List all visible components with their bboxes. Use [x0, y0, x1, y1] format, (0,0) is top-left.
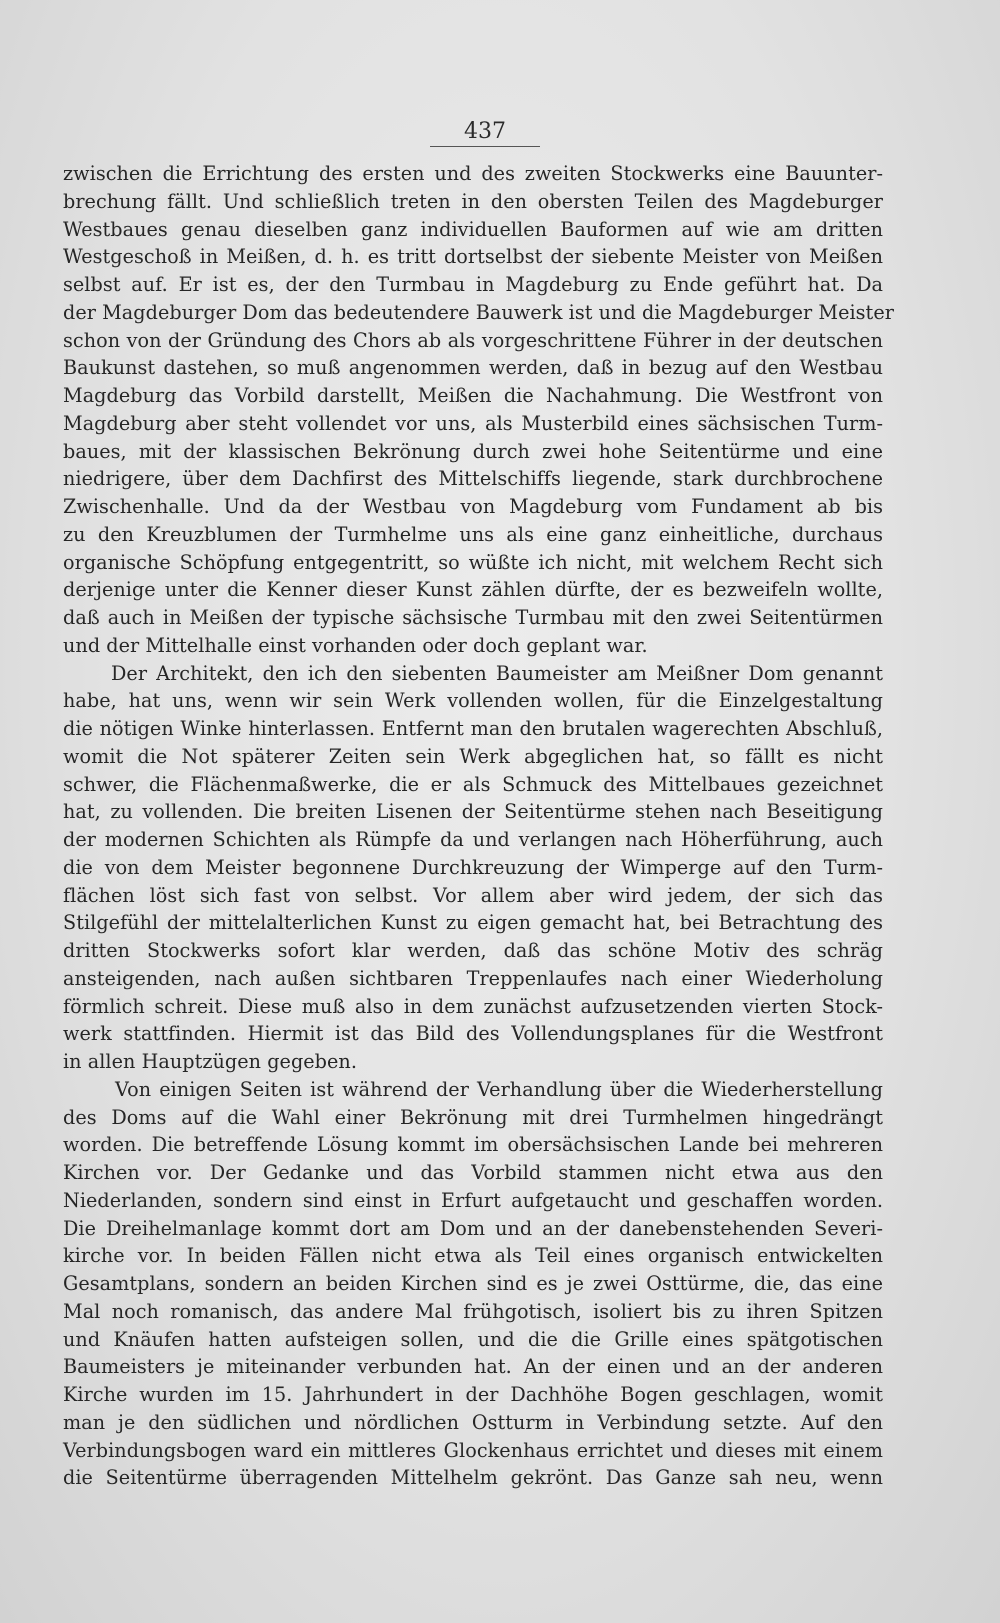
text-line: Magdeburg das Vorbild darstellt, Meißen die Nachahmung. Die Westfront von [63, 384, 883, 407]
text-line: niedrigere, über dem Dachfirst des Mittelschiffs liegende, stark durchbrochene [63, 467, 883, 491]
text-line: Westgeschoß in Meißen, d. h. es tritt dortselbst der siebente Meister von Meißen [63, 245, 883, 269]
text-line: Stilgefühl der mittelalterlichen Kunst zu eigen gemacht hat, bei Betrachtung des [63, 911, 883, 935]
text-line: Baumeisters je miteinander verbunden hat. An der einen und an der anderen [63, 1355, 883, 1379]
body-text [63, 160, 894, 1492]
text-line: organische Schöpfung entgegentritt, so wüßte ich nicht, mit welchem Recht sich [63, 550, 883, 574]
text-line: werk stattfinden. Hiermit ist das Bild des Vollendungsplanes für die Westfront [63, 1022, 883, 1046]
text-line: dritten Stockwerks sofort klar werden, daß das schöne Motiv des schräg [63, 939, 883, 962]
text-line: Baukunst dastehen, so muß angenommen werden, daß in bezug auf den Westbau [63, 356, 883, 380]
text-line: Verbindungsbogen ward ein mittleres Glockenhaus errichtet und dieses mit einem [63, 1438, 883, 1462]
text-line: die nötigen Winke hinterlassen. Entfernt man den brutalen wagerechten Abschluß, [63, 717, 883, 740]
text-line: daß auch in Meißen der typische sächsische Turmbau mit den zwei Seitentürmen [63, 606, 883, 629]
text-line: Mal noch romanisch, das andere Mal frühgotisch, isoliert bis zu ihren Spitzen [63, 1299, 883, 1323]
text-line: Zwischenhalle. Und da der Westbau von Magdeburg vom Fundament ab bis [63, 495, 883, 518]
text-line: selbst auf. Er ist es, der den Turmbau in Magdeburg zu Ende geführt hat. Da [63, 273, 883, 296]
text-line: der modernen Schichten als Rümpfe da und verlangen nach Höherführung, auch [63, 828, 883, 851]
text-line: schon von der Gründung des Chors ab als vorgeschrittene Führer in der deutschen [63, 328, 883, 352]
text-line: worden. Die betreffende Lösung kommt im obersächsischen Lande bei mehreren [63, 1133, 883, 1157]
text-line: brechung fällt. Und schließlich treten in den obersten Teilen des Magdeburger [63, 189, 883, 213]
text-line: baues, mit der klassischen Bekrönung durch zwei hohe Seitentürme und eine [63, 439, 883, 463]
text-line: Magdeburg aber steht vollendet vor uns, als Musterbild eines sächsischen Turm- [63, 411, 883, 435]
text-line: Die Dreihelmanlage kommt dort am Dom und an der danebenstehenden Severi- [63, 1216, 883, 1240]
text-line: hat, zu vollenden. Die breiten Lisenen der Seitentürme stehen nach Beseitigung [63, 800, 883, 824]
text-line: Niederlanden, sondern sind einst in Erfurt aufgetaucht und geschaffen worden. [63, 1188, 883, 1212]
text-line: flächen löst sich fast von selbst. Vor allem aber wird jedem, der sich das [63, 883, 883, 907]
text-line: des Doms auf die Wahl einer Bekrönung mit drei Turmhelmen hingedrängt [63, 1105, 883, 1129]
text-line: zu den Kreuzblumen der Turmhelme uns als eine ganz einheitliche, durchaus [63, 522, 883, 546]
text-line: zwischen die Errichtung des ersten und des zweiten Stockwerks eine Bauunter- [63, 162, 883, 185]
text-line: die von dem Meister begonnene Durchkreuzung der Wimperge auf den Turm- [63, 855, 883, 879]
text-line: Gesamtplans, sondern an beiden Kirchen sind es je zwei Osttürme, die, das eine [63, 1272, 883, 1295]
text-line: der Magdeburger Dom das bedeutendere Bauwerk ist und die Magdeburger Meister [63, 300, 894, 324]
paragraph-start-line: Der Architekt, den ich den siebenten Baumeister am Meißner Dom genannt [111, 661, 883, 685]
text-line: die Seitentürme überragenden Mittelhelm gekrönt. Das Ganze sah neu, wenn [63, 1466, 883, 1490]
text-line: schwer, die Flächenmaßwerke, die er als Schmuck des Mittelbaues gezeichnet [63, 772, 883, 796]
text-line: kirche vor. In beiden Fällen nicht etwa als Teil eines organisch entwickelten [63, 1244, 883, 1268]
text-line: womit die Not späterer Zeiten sein Werk abgeglichen hat, so fällt es nicht [63, 744, 883, 768]
paragraph-start-line: Von einigen Seiten ist während der Verhandlung über die Wiederherstellung [115, 1077, 883, 1101]
text-line: Kirchen vor. Der Gedanke und das Vorbild stammen nicht etwa aus den [63, 1161, 883, 1184]
page-number: 437 [430, 118, 540, 147]
text-line: derjenige unter die Kenner dieser Kunst zählen dürfte, der es bezweifeln wollte, [63, 578, 883, 602]
paragraph-end-line: in allen Hauptzügen gegeben. [63, 1050, 357, 1073]
text-line: ansteigenden, nach außen sichtbaren Treppenlaufes nach einer Wiederholung [63, 966, 883, 990]
text-line: Kirche wurden im 15. Jahrhundert in der Dachhöhe Bogen geschlagen, womit [63, 1383, 883, 1406]
paragraph-end-line: und der Mittelhalle einst vorhanden oder doch geplant war. [63, 633, 648, 657]
text-line: förmlich schreit. Diese muß also in dem zunächst aufzusetzenden vierten Stock- [63, 994, 883, 1018]
text-line: man je den südlichen und nördlichen Ostturm in Verbindung setzte. Auf den [63, 1410, 883, 1434]
text-line: und Knäufen hatten aufsteigen sollen, und die die Grille eines spätgotischen [63, 1327, 883, 1351]
text-line: Westbaues genau dieselben ganz individuellen Bauformen auf wie am dritten [63, 217, 883, 241]
text-line: habe, hat uns, wenn wir sein Werk vollenden wollen, für die Einzelgestaltung [63, 689, 883, 713]
